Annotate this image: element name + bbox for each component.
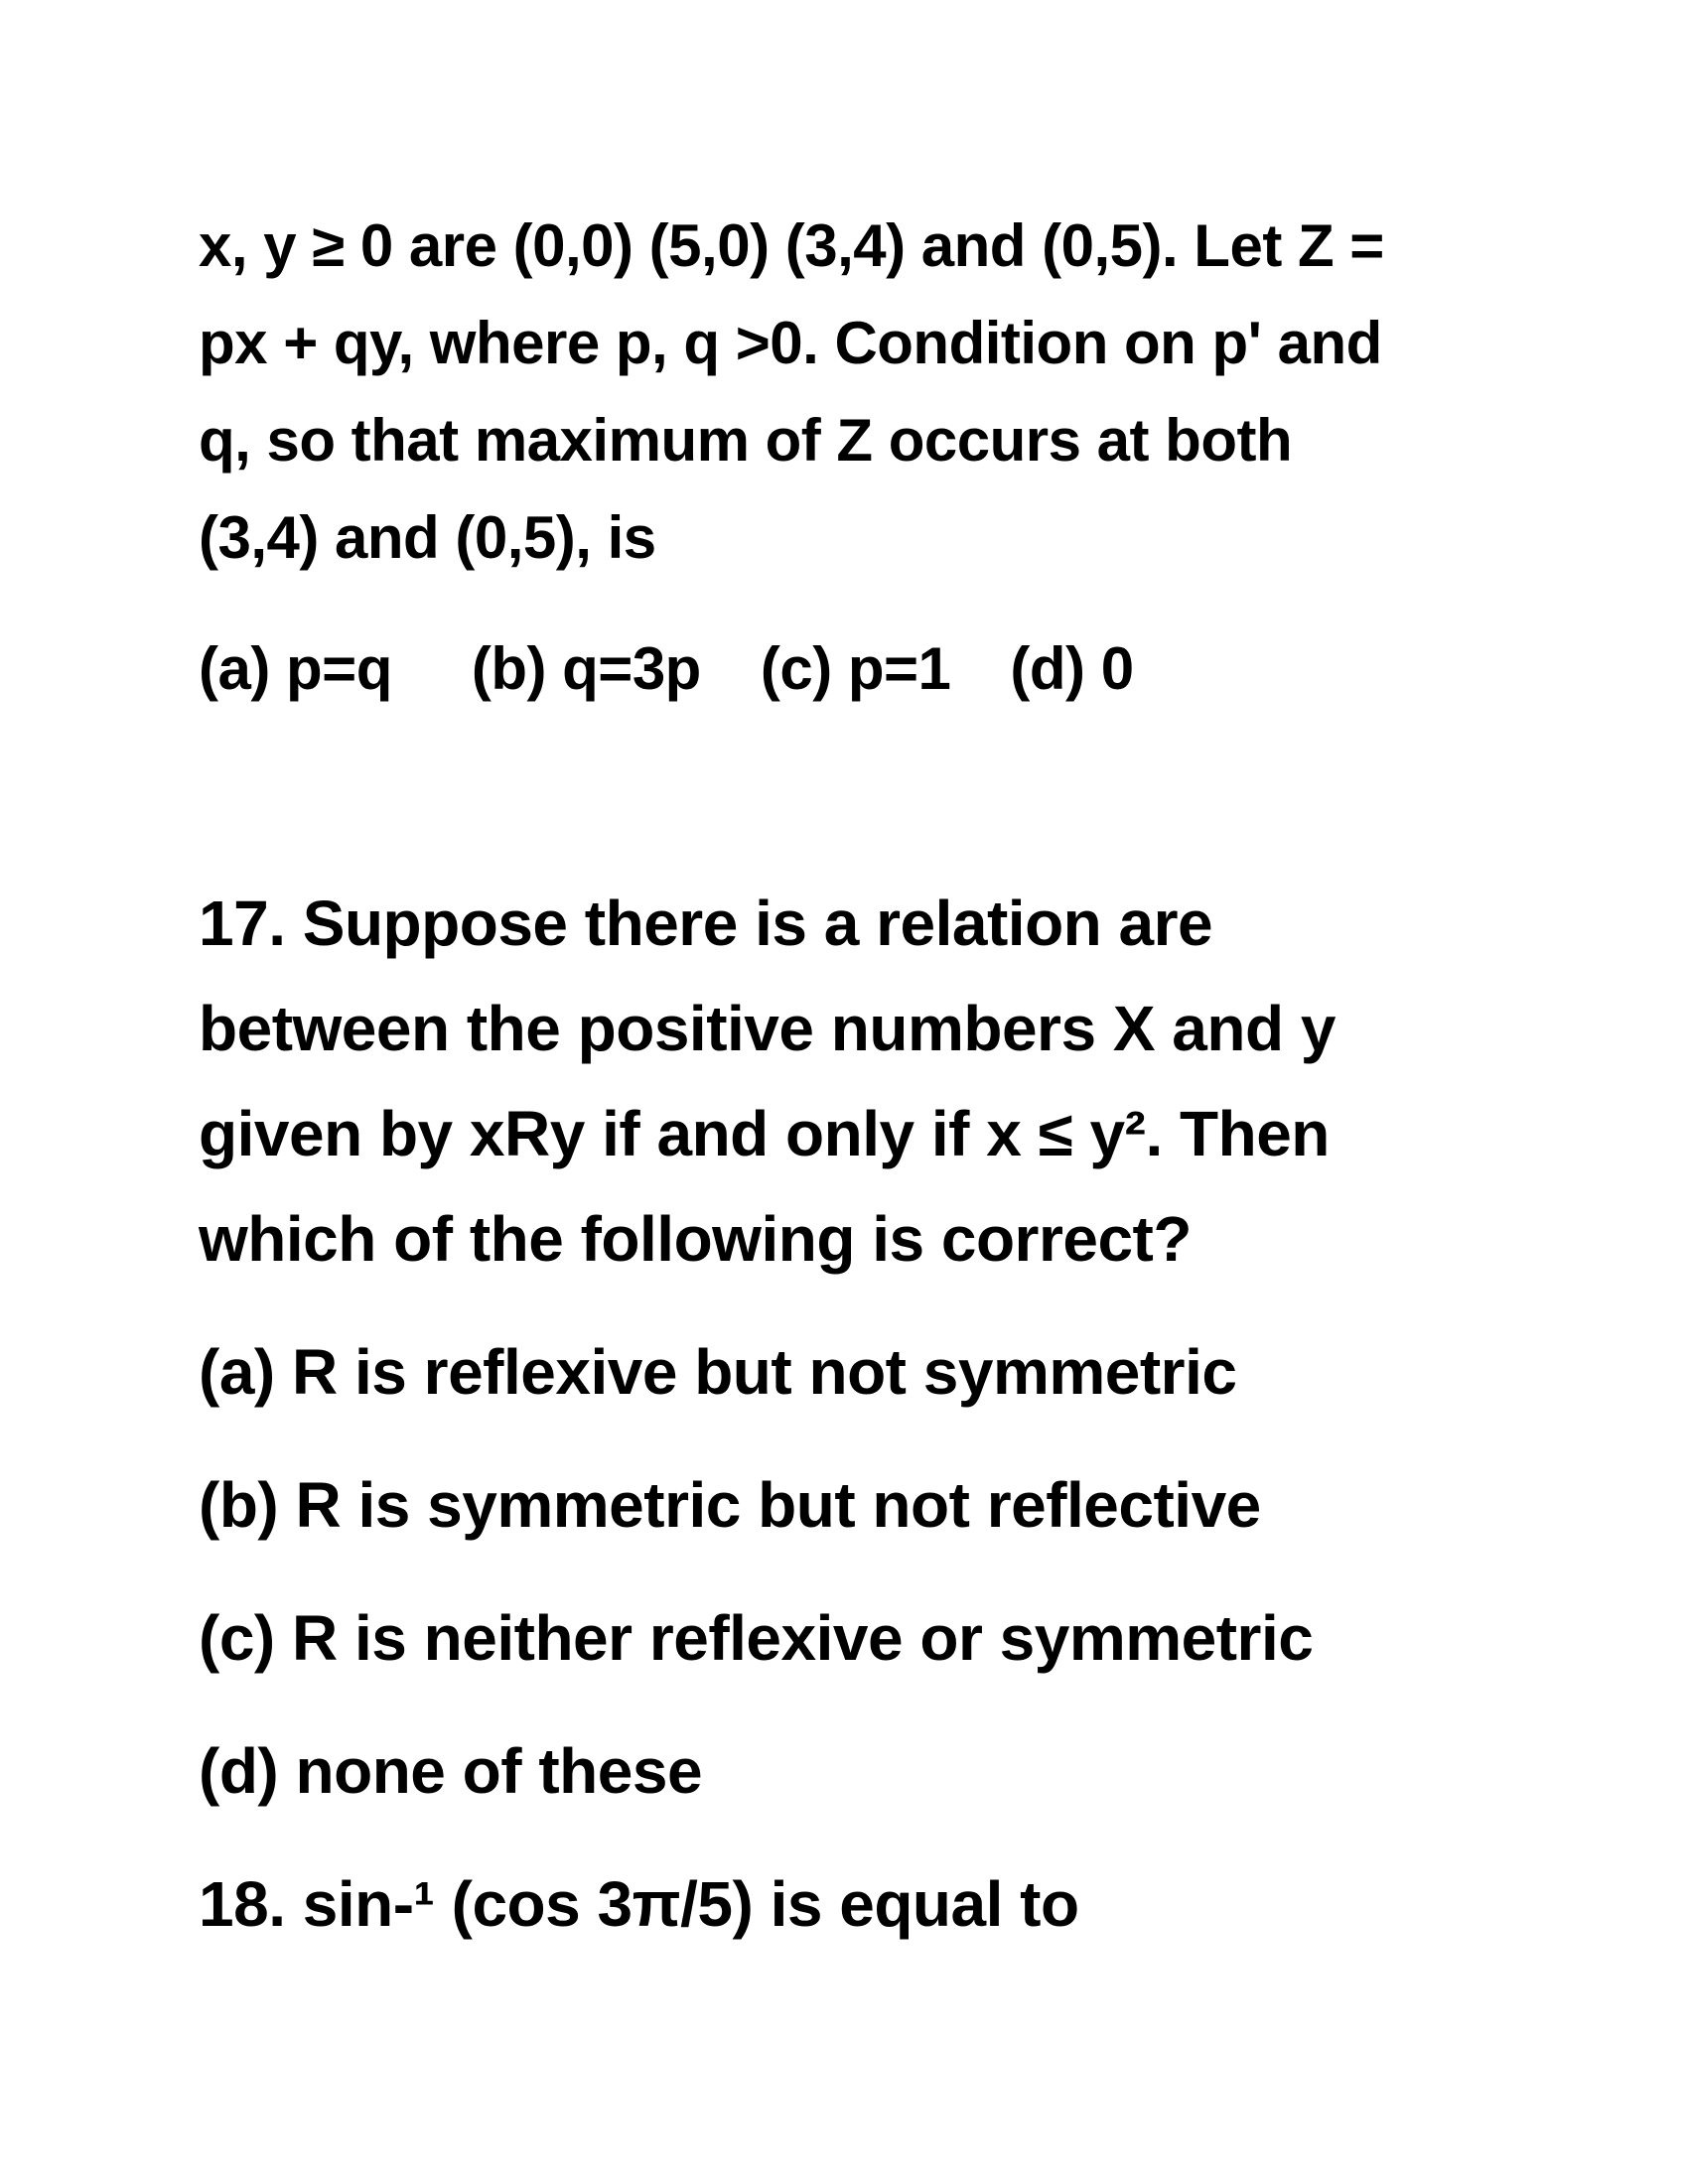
q16-line-2: px + qy, where p, q >0. Condition on p' and bbox=[199, 310, 1382, 376]
q16-line-1: x, y ≥ 0 are (0,0) (5,0) (3,4) and (0,5). Let Z = bbox=[199, 212, 1384, 279]
q16-options bbox=[199, 635, 1134, 702]
q18-line: 18. sin-¹ (cos 3π/5) is equal to bbox=[199, 1868, 1079, 1940]
q17-option-a: (a) R is reflexive but not symmetric bbox=[199, 1336, 1237, 1408]
q16-option-d: (d) 0 bbox=[1010, 635, 1134, 702]
q16-line-3: q, so that maximum of Z occurs at both bbox=[199, 407, 1293, 474]
q16-option-c: (c) p=1 bbox=[760, 635, 951, 702]
q17-line-3: given by xRy if and only if x ≤ y². Then bbox=[199, 1098, 1330, 1169]
q17-line-2: between the positive numbers X and y bbox=[199, 993, 1336, 1064]
q17-option-c: (c) R is neither reflexive or symmetric bbox=[199, 1602, 1314, 1674]
q16-option-a: (a) p=q bbox=[199, 635, 392, 702]
q17-option-d: (d) none of these bbox=[199, 1735, 703, 1807]
q17-line-1: 17. Suppose there is a relation are bbox=[199, 887, 1213, 959]
q17-line-4: which of the following is correct? bbox=[199, 1203, 1192, 1275]
q16-option-b: (b) q=3p bbox=[471, 635, 701, 702]
q17-option-b: (b) R is symmetric but not reflective bbox=[199, 1469, 1261, 1541]
q16-line-4: (3,4) and (0,5), is bbox=[199, 504, 656, 571]
